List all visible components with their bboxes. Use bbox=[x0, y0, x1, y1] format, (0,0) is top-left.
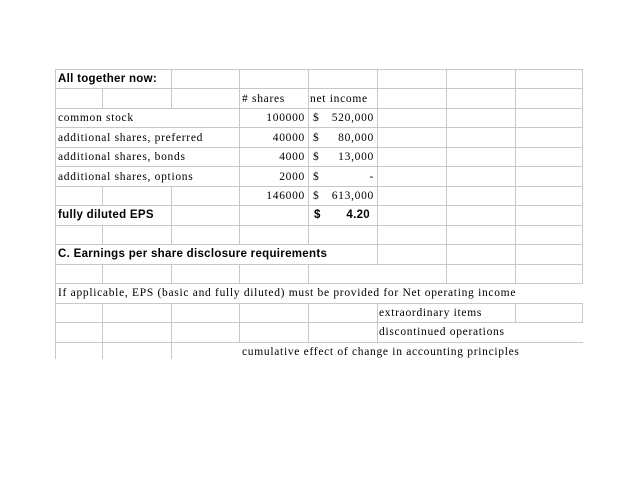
dollar-sign: $ bbox=[313, 190, 320, 202]
total-net-income: 613,000 bbox=[331, 190, 374, 202]
disclosure-item: extraordinary items bbox=[379, 307, 483, 319]
shares-column-header: # shares bbox=[242, 93, 285, 105]
spreadsheet-grid bbox=[55, 69, 583, 359]
section-c-title: C. Earnings per share disclosure requirements bbox=[58, 248, 328, 260]
disclosure-item: discontinued operations bbox=[379, 326, 505, 338]
net-income-column-header: net income bbox=[310, 93, 368, 105]
eps-value: 4.20 bbox=[346, 209, 370, 221]
net-income-value: 13,000 bbox=[338, 151, 374, 163]
shares-value: 100000 bbox=[266, 112, 305, 124]
total-shares: 146000 bbox=[266, 190, 305, 202]
section-title: All together now: bbox=[58, 73, 158, 85]
dollar-sign: $ bbox=[313, 132, 320, 144]
row-label: additional shares, bonds bbox=[58, 151, 186, 163]
dollar-sign: $ bbox=[313, 151, 320, 163]
eps-label: fully diluted EPS bbox=[58, 209, 154, 221]
net-income-value: - bbox=[369, 171, 374, 183]
row-label: additional shares, preferred bbox=[58, 132, 204, 144]
dollar-sign: $ bbox=[313, 171, 320, 183]
shares-value: 4000 bbox=[279, 151, 305, 163]
shares-value: 2000 bbox=[279, 171, 305, 183]
eps-dollar-sign: $ bbox=[314, 209, 321, 221]
row-label: additional shares, options bbox=[58, 171, 194, 183]
disclosure-item: cumulative effect of change in accounting principles bbox=[242, 346, 520, 358]
dollar-sign: $ bbox=[313, 112, 320, 124]
row-label: common stock bbox=[58, 112, 134, 124]
disclosure-sentence: If applicable, EPS (basic and fully diluted) must be provided for Net operating income bbox=[58, 287, 517, 299]
shares-value: 40000 bbox=[272, 132, 305, 144]
net-income-value: 80,000 bbox=[338, 132, 374, 144]
net-income-value: 520,000 bbox=[331, 112, 374, 124]
